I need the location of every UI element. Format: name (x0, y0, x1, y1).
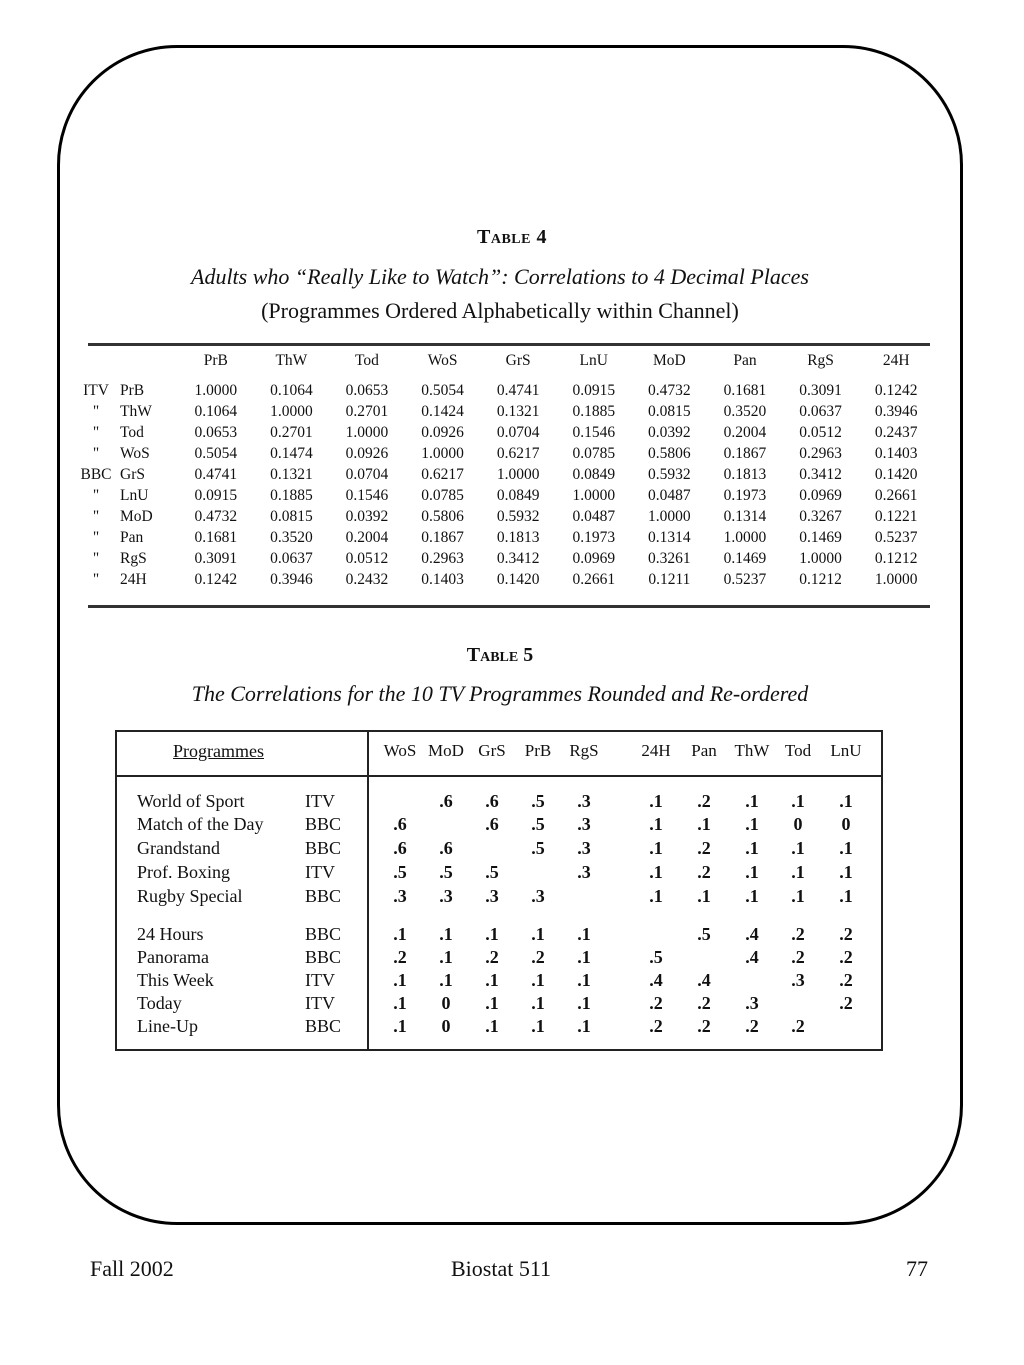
table5-programme-name: Match of the Day (137, 814, 264, 834)
table5-cell: .1 (649, 791, 663, 811)
table4-cell: 0.3520 (270, 528, 313, 546)
table4-channel-cell: " (92, 570, 100, 588)
table4-col-header: GrS (505, 352, 531, 369)
table5-channel: BBC (305, 886, 342, 906)
table5-cell: .1 (839, 886, 853, 906)
footer-course: Biostat 511 (451, 1256, 552, 1281)
table5-col-header: MoD (428, 741, 464, 760)
table5-cell: .2 (839, 993, 853, 1013)
table5-cell: .1 (839, 838, 853, 858)
table4-row-label: 24H (120, 570, 147, 588)
table4-cell: 0.0704 (345, 465, 389, 483)
table4-cell: 0.2701 (345, 402, 389, 420)
footer-date: Fall 2002 (90, 1256, 174, 1281)
table5-programme-name: World of Sport (137, 791, 245, 811)
table4-row-label: LnU (120, 486, 149, 504)
table4-row (76, 464, 934, 485)
table5-box (115, 730, 883, 1051)
table4-cell: 0.0512 (345, 549, 389, 567)
table5-cell: .3 (439, 886, 453, 906)
table5-cell: .5 (439, 862, 453, 882)
table4-col-header: PrB (203, 352, 228, 369)
table5-cell: .1 (577, 1016, 591, 1036)
table5-channel: BBC (305, 1016, 342, 1036)
table4-cell: 0.5054 (421, 381, 464, 399)
table4-channel-cell: ITV (83, 381, 109, 399)
table5-cell: .1 (745, 814, 759, 834)
table4-cell: 0.5932 (648, 465, 691, 483)
table5-cell: .2 (531, 947, 545, 967)
table4-cell: 0.0969 (799, 486, 842, 504)
table4-channel-cell: " (92, 528, 100, 546)
table4-cell: 0.0392 (648, 423, 691, 441)
table4-cell: 0.3946 (874, 402, 918, 420)
table4-top-rule (88, 343, 930, 346)
table4-cell: 0.4741 (496, 381, 540, 399)
table4-header-row (76, 352, 934, 380)
table4-cell: 0.2004 (723, 423, 767, 441)
table5-cell: .1 (393, 1016, 407, 1036)
table4-cell: 0.1420 (874, 465, 918, 483)
table4-cell: 0.4741 (194, 465, 238, 483)
table4-cell: 0.3946 (270, 570, 313, 588)
table4-cell: 0.1424 (421, 402, 464, 420)
table4-channel-cell: " (92, 507, 100, 525)
table5-channel: ITV (305, 970, 335, 990)
table4-cell: 0.1420 (496, 570, 540, 588)
table5-cell: .4 (745, 947, 759, 967)
table4-cell: 0.1211 (648, 570, 691, 588)
table5-cell: .1 (791, 886, 805, 906)
table4-corner-cell (116, 352, 178, 380)
table4-row-label: Tod (120, 423, 144, 441)
table4-cell: 1.0000 (421, 444, 464, 462)
table4-cell: 0.1867 (723, 444, 767, 462)
table4-cell: 0.3261 (648, 549, 691, 567)
table5-programme-name: 24 Hours (137, 924, 204, 944)
table4-cell: 0.1546 (345, 486, 389, 504)
table4-cell: 0.1403 (874, 444, 918, 462)
table5-cell: .1 (439, 970, 453, 990)
table4-cell: 1.0000 (874, 570, 918, 588)
table5-cell: .4 (745, 924, 759, 944)
table5-cell: .5 (531, 814, 545, 834)
table4-cell: 0.1885 (572, 402, 616, 420)
table4-cell: 0.0926 (421, 423, 464, 441)
table5-cell: .1 (393, 993, 407, 1013)
table4-cell: 0.1474 (270, 444, 313, 462)
table4-row-label: WoS (120, 444, 150, 462)
table5-row (117, 924, 881, 947)
table4-cell: 0.1813 (496, 528, 540, 546)
table4-row-label: Pan (120, 528, 144, 546)
table5-programmes-header: Programmes (173, 741, 264, 761)
table4-cell: 0.0512 (799, 423, 842, 441)
table5-cell: .1 (485, 924, 499, 944)
table5-row (117, 838, 881, 861)
table4-channel-cell: " (92, 444, 100, 462)
table4-row-label: MoD (120, 507, 153, 525)
table5-cell: .2 (697, 838, 711, 858)
table4-subtitle: Adults who “Really Like to Watch”: Correlations to 4 Decimal Places (191, 264, 809, 289)
table5-cell: .6 (485, 814, 499, 834)
table5-cell: .3 (791, 970, 805, 990)
table5-cell: .1 (577, 970, 591, 990)
table4-cell: 0.0915 (194, 486, 238, 504)
table5-cell: .3 (393, 886, 407, 906)
table4-cell: 0.1867 (421, 528, 464, 546)
table5-cell: .2 (791, 924, 805, 944)
table4-cell: 0.1221 (874, 507, 918, 525)
table4-cell: 0.1681 (723, 381, 767, 399)
table4-row-label: GrS (120, 465, 145, 483)
table5-cell: .2 (791, 1016, 805, 1036)
table4-row (76, 548, 934, 569)
table4-cell: 0.0637 (270, 549, 313, 567)
table4-cell: 1.0000 (496, 465, 540, 483)
table4-cell: 1.0000 (799, 549, 842, 567)
table4-cell: 0.0653 (345, 381, 389, 399)
table5-cell: .1 (485, 1016, 499, 1036)
table5-col-header: 24H (641, 741, 671, 760)
table4-bottom-rule (88, 605, 930, 608)
table5-cell: .1 (531, 993, 545, 1013)
table4-col-header: LnU (579, 352, 608, 369)
table5-cell: .4 (649, 970, 663, 990)
table4-cell: 0.1321 (270, 465, 313, 483)
table5-cell: .5 (485, 862, 499, 882)
table4-cell: 0.1314 (723, 507, 767, 525)
table5-programme-name: Prof. Boxing (137, 862, 231, 882)
table5-cell: .6 (439, 838, 453, 858)
table4-cell: 0.1314 (648, 528, 691, 546)
table4-cell: 0.0785 (572, 444, 616, 462)
table5-cell: .1 (649, 838, 663, 858)
table4-cell: 0.2432 (345, 570, 389, 588)
table4-cell: 0.1681 (194, 528, 238, 546)
table5-row (117, 862, 881, 885)
table5-cell: .1 (531, 924, 545, 944)
table4-cell: 0.1469 (723, 549, 767, 567)
table4-cell: 0.2437 (874, 423, 918, 441)
table4-cell: 0.0487 (572, 507, 616, 525)
table4-cell: 0.2963 (421, 549, 464, 567)
table5-cell: .5 (531, 791, 545, 811)
table4-row-label: ThW (120, 402, 152, 420)
table4-cell: 0.5932 (496, 507, 540, 525)
table5-programme-name: Line-Up (137, 1016, 198, 1036)
table4-col-header: ThW (275, 352, 308, 369)
table4-cell: 0.1064 (194, 402, 238, 420)
table4-cell: 0.0653 (194, 423, 238, 441)
table5-cell: .1 (577, 993, 591, 1013)
table4-correlation-matrix (76, 352, 934, 590)
table5-cell: .3 (577, 862, 591, 882)
table4-cell: 1.0000 (723, 528, 767, 546)
table4-cell: 0.5806 (421, 507, 464, 525)
table5-col-header: PrB (524, 741, 552, 760)
table5-title: Table 5 (466, 644, 534, 666)
table5-cell: .1 (485, 970, 499, 990)
table4-cell: 0.0487 (648, 486, 691, 504)
table4-cell: 0.3412 (799, 465, 842, 483)
table5-cell: .1 (697, 886, 711, 906)
table4-cell: 0.5806 (648, 444, 691, 462)
table4-col-header: MoD (652, 352, 686, 369)
table5-col-header: WoS (383, 741, 417, 760)
table4-channel-cell: " (92, 423, 100, 441)
table5-cell: .2 (393, 947, 407, 967)
table5-cell: 0 (441, 1016, 451, 1036)
table4-cell: 0.6217 (496, 444, 540, 462)
table5-cell: .2 (697, 1016, 711, 1036)
table4-cell: 0.0815 (648, 402, 691, 420)
table5-cell: .5 (531, 838, 545, 858)
table5-cell: .1 (531, 970, 545, 990)
table5-col-header: GrS (478, 741, 506, 760)
table5-cell: .1 (745, 886, 759, 906)
table4-cell: 1.0000 (194, 381, 238, 399)
table4-channel-cell: BBC (80, 465, 112, 483)
table4-cell: 0.1813 (723, 465, 767, 483)
table4-row (76, 401, 934, 422)
table4-cell: 0.1403 (421, 570, 464, 588)
table5-cell: 0 (793, 814, 803, 834)
table5-cell: .3 (485, 886, 499, 906)
table5-cell: .2 (697, 993, 711, 1013)
table5-cell: .1 (839, 791, 853, 811)
table4-cell: 0.3520 (723, 402, 767, 420)
table5-cell: .3 (577, 791, 591, 811)
table4-row-label: RgS (120, 549, 147, 567)
table5-cell: .3 (577, 814, 591, 834)
table4-col-header: Tod (355, 352, 379, 369)
table5-col-header: Tod (784, 741, 812, 760)
table5-cell: .5 (697, 924, 711, 944)
table5-cell: .5 (393, 862, 407, 882)
table5-channel: ITV (305, 993, 335, 1013)
table4-cell: 0.0637 (799, 402, 842, 420)
table4-cell: 0.2661 (572, 570, 616, 588)
table5-cell: .1 (531, 1016, 545, 1036)
table4-cell: 0.1064 (270, 381, 313, 399)
table4-cell: 1.0000 (270, 402, 313, 420)
table5-cell: .6 (485, 791, 499, 811)
table4-cell: 0.2701 (270, 423, 313, 441)
table4-row (76, 527, 934, 548)
table5-cell: 0 (841, 814, 851, 834)
table5-row (117, 970, 881, 993)
table5-cell: .1 (745, 862, 759, 882)
table5-cell: .4 (697, 970, 711, 990)
table5-row (117, 886, 881, 909)
table5-programme-name: Rugby Special (137, 886, 243, 906)
table4-cell: 0.1321 (496, 402, 540, 420)
table4-cell: 0.3267 (799, 507, 842, 525)
table4-title: Table 4 (477, 226, 547, 248)
table4-cell: 0.1212 (799, 570, 842, 588)
table4-cell: 0.0915 (572, 381, 616, 399)
table4-row (76, 506, 934, 527)
table5-cell: .1 (393, 924, 407, 944)
table4-row (76, 569, 934, 590)
table5-subtitle: The Correlations for the 10 TV Programmes Rounded and Re-ordered (191, 681, 809, 706)
table4-cell: 1.0000 (572, 486, 616, 504)
table5-cell: .2 (649, 993, 663, 1013)
table5-cell: .2 (839, 970, 853, 990)
table5-cell: .2 (839, 924, 853, 944)
table4-row-label: PrB (120, 381, 145, 399)
table4-cell: 0.3091 (799, 381, 842, 399)
table4-corner-cell (76, 352, 116, 380)
table4-cell: 1.0000 (345, 423, 389, 441)
table4-cell: 0.0785 (421, 486, 464, 504)
table4-cell: 0.5054 (194, 444, 238, 462)
table5-cell: .1 (791, 838, 805, 858)
table5-channel: BBC (305, 924, 342, 944)
table4-cell: 0.6217 (421, 465, 464, 483)
table5-cell: .1 (577, 947, 591, 967)
table5-programme-name: This Week (137, 970, 214, 990)
table5-header-divider (117, 775, 881, 777)
table5-cell: .1 (439, 947, 453, 967)
table5-cell: .1 (697, 814, 711, 834)
table5-cell: .6 (393, 814, 407, 834)
table5-col-header: Pan (691, 741, 717, 760)
table4-cell: 0.3091 (194, 549, 238, 567)
table5-row (117, 947, 881, 970)
table4-cell: 0.2661 (874, 486, 918, 504)
table4-cell: 0.1973 (723, 486, 767, 504)
table5-channel: BBC (305, 838, 342, 858)
table5-cell: .3 (531, 886, 545, 906)
table4-cell: 0.0704 (496, 423, 540, 441)
table4-subtitle2: (Programmes Ordered Alphabetically within Channel) (261, 298, 739, 323)
table5-cell: .1 (577, 924, 591, 944)
table4-cell: 0.2963 (799, 444, 842, 462)
table5-programme-name: Panorama (137, 947, 209, 967)
table5-channel: ITV (305, 862, 335, 882)
table5-cell: .2 (697, 791, 711, 811)
table4-row (76, 485, 934, 506)
table5-cell: .1 (485, 993, 499, 1013)
table5-col-header: RgS (569, 741, 599, 760)
table5-cell: .1 (393, 970, 407, 990)
table4-cell: 0.1212 (874, 549, 918, 567)
table4-cell: 0.5237 (723, 570, 767, 588)
table5-cell: .6 (393, 838, 407, 858)
table4-cell: 0.4732 (648, 381, 691, 399)
table5-col-header: ThW (734, 741, 770, 760)
table4-cell: 1.0000 (648, 507, 691, 525)
table4-cell: 0.1469 (799, 528, 842, 546)
table5-programme-name: Today (137, 993, 182, 1013)
table4-col-header: WoS (427, 352, 458, 369)
table5-cell: .2 (791, 947, 805, 967)
table5-cell: .2 (697, 862, 711, 882)
table5-cell: .3 (745, 993, 759, 1013)
table4-channel-cell: " (92, 402, 100, 420)
table5-cell: .1 (649, 862, 663, 882)
table4-channel-cell: " (92, 486, 100, 504)
table4-cell: 0.1242 (194, 570, 238, 588)
table5-cell: .1 (649, 814, 663, 834)
table5-cell: .1 (791, 862, 805, 882)
table4-cell: 0.1546 (572, 423, 616, 441)
table5-row (117, 791, 881, 814)
table4-cell: 0.2004 (345, 528, 389, 546)
table5-cell: .1 (649, 886, 663, 906)
table5-row (117, 1016, 881, 1039)
table5-channel: BBC (305, 814, 342, 834)
table5-cell: .1 (745, 791, 759, 811)
table5-cell: .2 (839, 947, 853, 967)
table4-channel-cell: " (92, 549, 100, 567)
table5-channel: ITV (305, 791, 335, 811)
table5-cell: .5 (649, 947, 663, 967)
table5-cell: .2 (649, 1016, 663, 1036)
table4-cell: 0.0849 (496, 486, 540, 504)
table4-cell: 0.5237 (874, 528, 918, 546)
table5-col-header: LnU (830, 741, 862, 760)
table5-channel: BBC (305, 947, 342, 967)
table4-cell: 0.1973 (572, 528, 616, 546)
table4-cell: 0.0926 (345, 444, 389, 462)
table4-cell: 0.4732 (194, 507, 238, 525)
table4-row (76, 380, 934, 401)
table4-cell: 0.0815 (270, 507, 313, 525)
table5-cell: .1 (839, 862, 853, 882)
table4-col-header: RgS (807, 352, 834, 369)
table5-cell: .1 (439, 924, 453, 944)
table4-cell: 0.0849 (572, 465, 616, 483)
table5-programme-name: Grandstand (137, 838, 220, 858)
table4-cell: 0.0392 (345, 507, 389, 525)
table5-row (117, 814, 881, 837)
table4-cell: 0.1885 (270, 486, 313, 504)
footer-page-number: 77 (906, 1256, 928, 1281)
table4-cell: 0.3412 (496, 549, 540, 567)
table4-col-header: 24H (882, 352, 910, 369)
table4-col-header: Pan (733, 352, 757, 369)
table4-cell: 0.1242 (874, 381, 918, 399)
table5-cell: 0 (441, 993, 451, 1013)
table4-row (76, 422, 934, 443)
table4-cell: 0.0969 (572, 549, 616, 567)
table5-cell: .6 (439, 791, 453, 811)
table5-row (117, 993, 881, 1016)
table5-cell: .1 (791, 791, 805, 811)
table4-row (76, 443, 934, 464)
table5-cell: .2 (485, 947, 499, 967)
table4-body (76, 380, 934, 590)
table5-cell: .2 (745, 1016, 759, 1036)
table5-cell: .3 (577, 838, 591, 858)
table5-cell: .1 (745, 838, 759, 858)
